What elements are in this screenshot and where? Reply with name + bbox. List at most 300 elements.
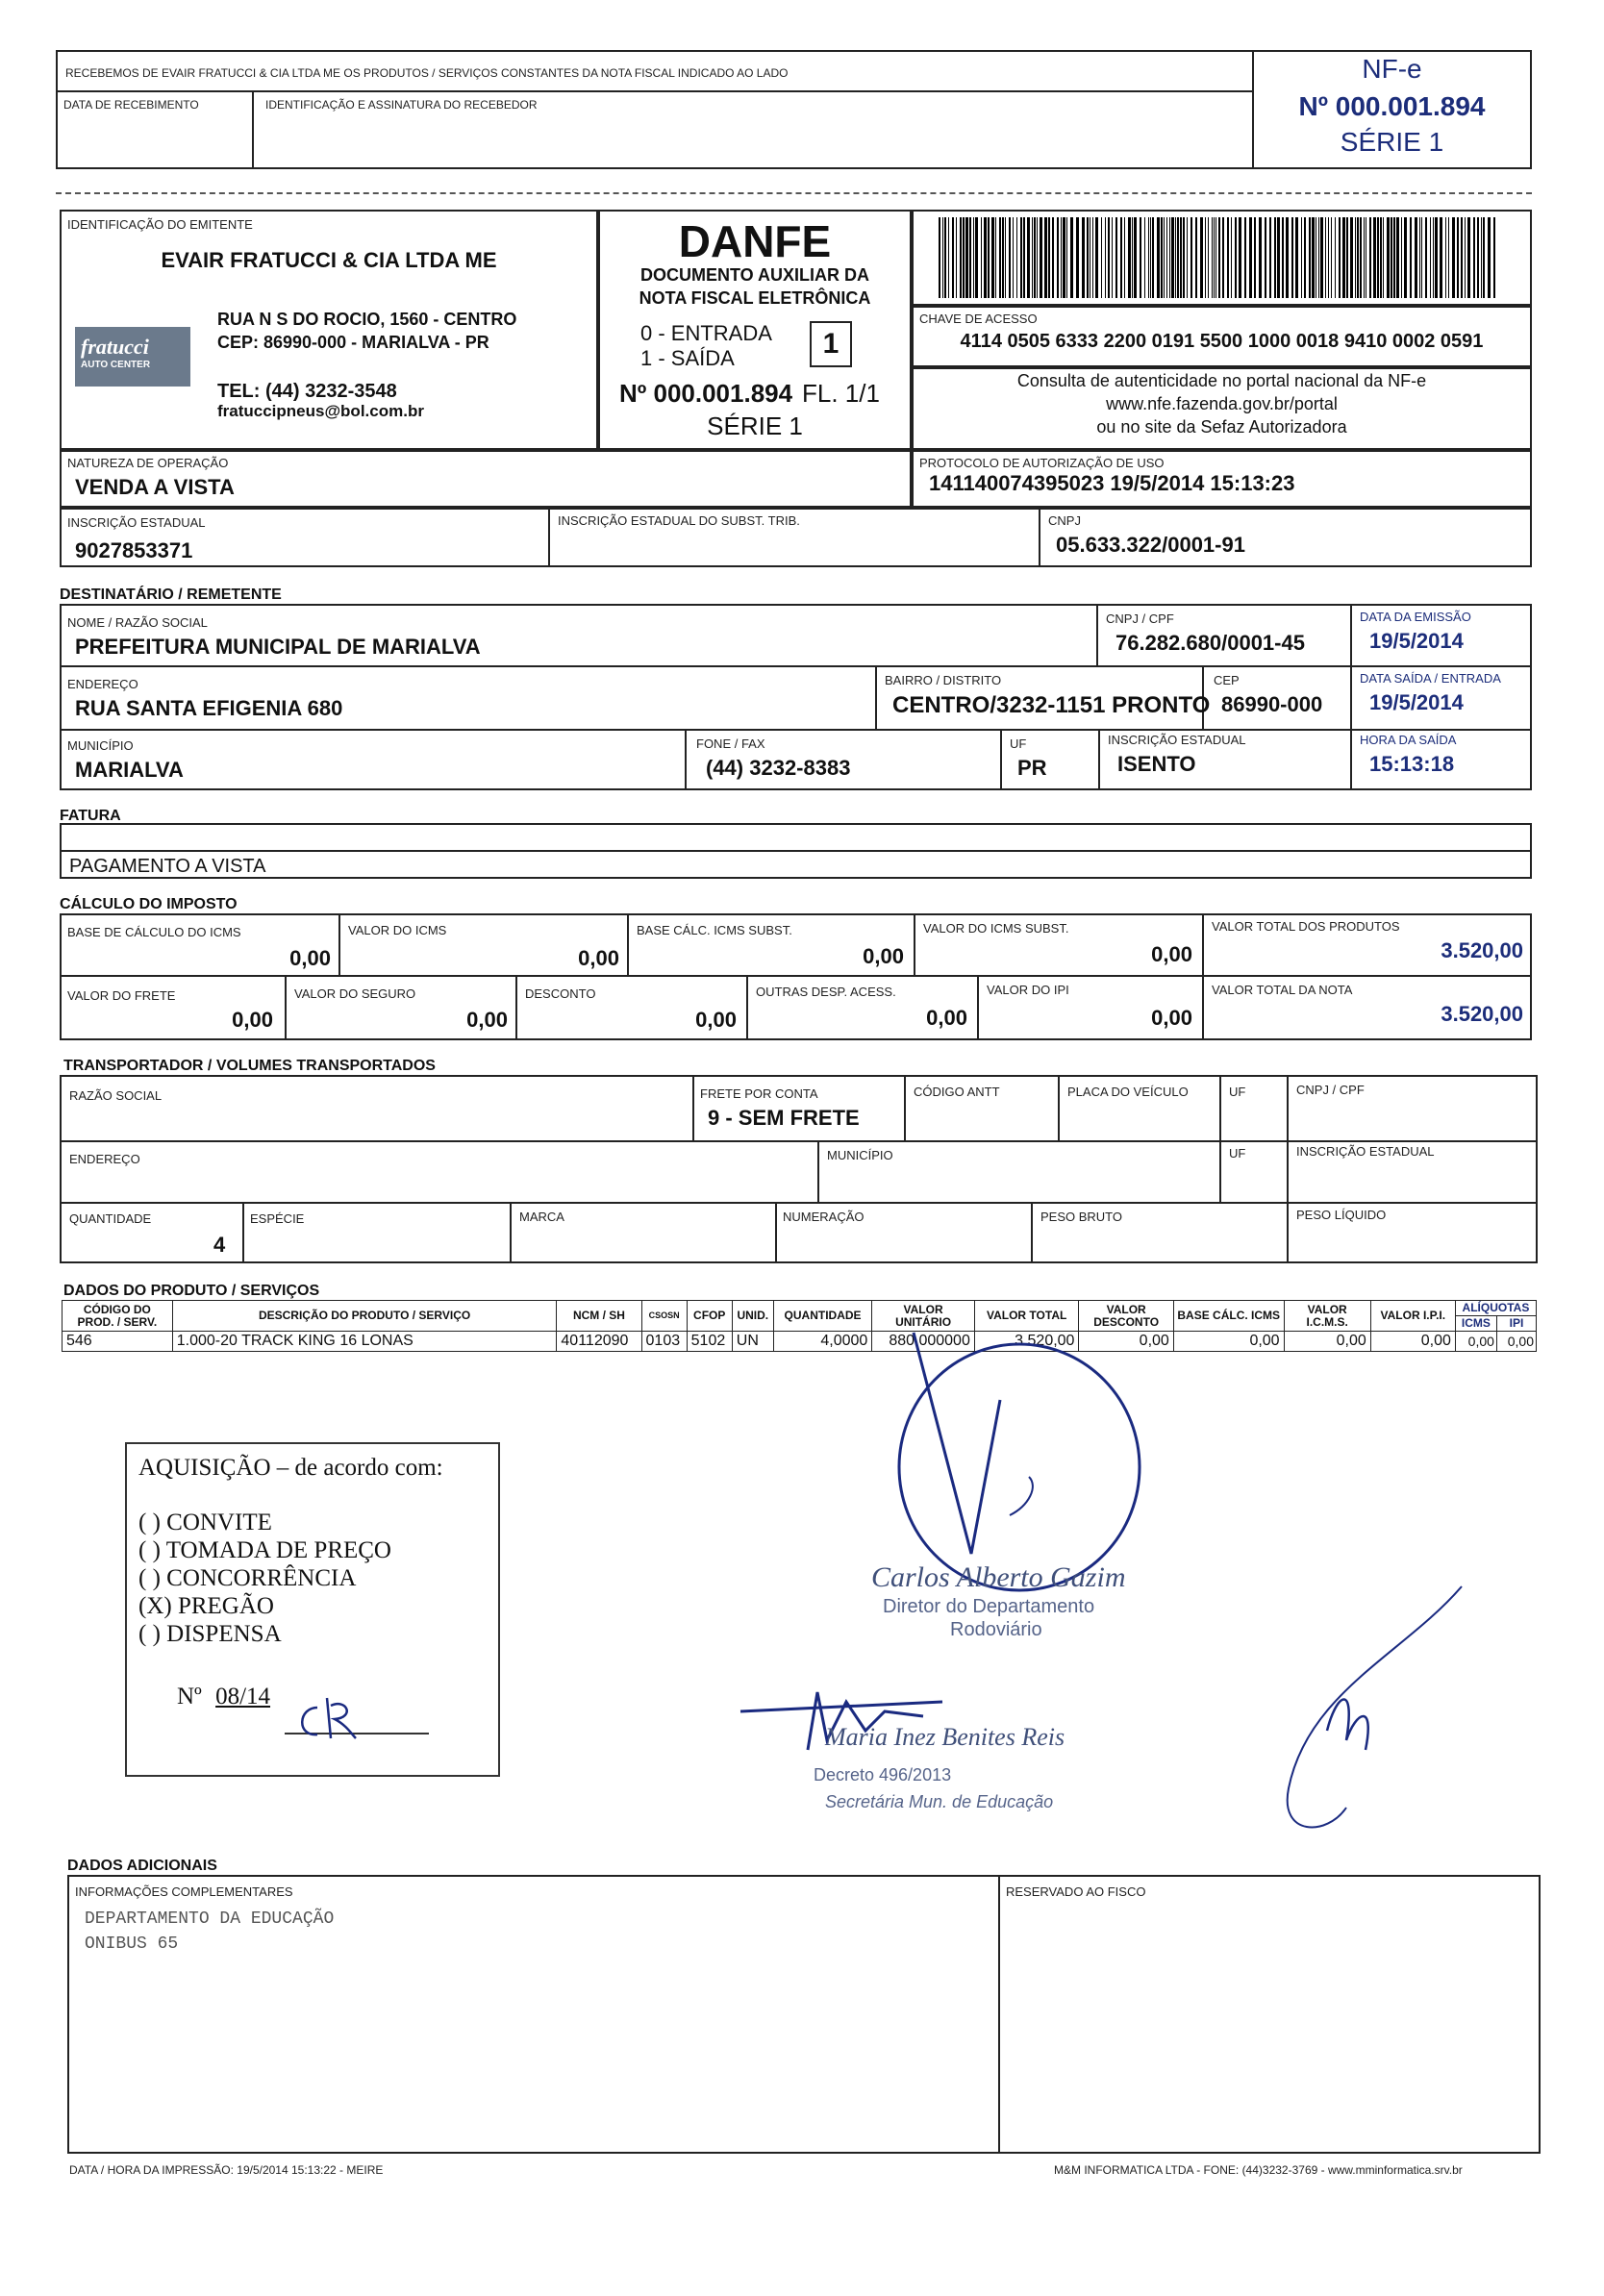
barcode-bar: [1309, 217, 1311, 298]
barcode-bar: [1312, 217, 1315, 298]
barcode-bar: [1265, 217, 1266, 298]
recipient-cnpj: 76.282.680/0001-45: [1115, 631, 1305, 655]
col-description: DESCRIÇÃO DO PRODUTO / SERVIÇO: [172, 1301, 557, 1332]
recipient-district-label: BAIRRO / DISTRITO: [885, 673, 1002, 687]
access-key-barcode: [939, 217, 1504, 298]
barcode-bar: [1148, 217, 1149, 298]
volume-qty-label: QUANTIDADE: [69, 1211, 152, 1226]
carrier-box: [60, 1075, 1538, 1263]
barcode-bar: [1473, 217, 1475, 298]
barcode-bar: [1120, 217, 1122, 298]
barcode-bar: [1187, 217, 1188, 298]
receipt-signature-label: IDENTIFICAÇÃO E ASSINATURA DO RECEBEDOR: [265, 98, 538, 112]
row-cfop: 5102: [687, 1332, 732, 1352]
barcode-bar: [975, 217, 978, 298]
barcode-bar: [1357, 217, 1359, 298]
barcode-bar: [1364, 217, 1365, 298]
stamp-number-label: Nº: [177, 1684, 202, 1710]
antt-label: CÓDIGO ANTT: [914, 1085, 1000, 1099]
recipient-city-label: MUNICÍPIO: [67, 738, 134, 753]
barcode-bar: [1190, 217, 1192, 298]
ie-value: 9027853371: [75, 538, 193, 562]
row-description: 1.000-20 TRACK KING 16 LONAS: [172, 1332, 557, 1352]
barcode-bar: [1009, 217, 1011, 298]
barcode-bar: [1488, 217, 1491, 298]
barcode-bar: [1277, 217, 1280, 298]
nfe-serie: SÉRIE 1: [1340, 127, 1444, 157]
barcode-bar: [965, 217, 968, 298]
tax-section-title: CÁLCULO DO IMPOSTO: [60, 896, 238, 912]
insurance-value: 0,00: [466, 1008, 508, 1032]
row-csosn: 0103: [641, 1332, 687, 1352]
consulta-line3: ou no site da Sefaz Autorizadora: [1096, 417, 1347, 437]
barcode-bar: [1020, 217, 1022, 298]
danfe-number: Nº 000.001.894: [619, 379, 793, 408]
additional-info-line1: DEPARTAMENTO DA EDUCAÇÃO: [85, 1909, 335, 1929]
carrier-address-label: ENDEREÇO: [69, 1152, 140, 1166]
col-discount: VALOR DESCONTO: [1079, 1301, 1173, 1332]
barcode-bar: [1157, 217, 1160, 298]
barcode-bar: [1177, 217, 1179, 298]
stamp-option-dispensa: ( ) DISPENSA: [138, 1621, 282, 1647]
barcode-bar: [1318, 217, 1319, 298]
barcode-bar: [1410, 217, 1412, 298]
col-quantity: QUANTIDADE: [773, 1301, 871, 1332]
barcode-bar: [1115, 217, 1117, 298]
carrier-uf-label: UF: [1229, 1085, 1246, 1099]
freight-label: VALOR DO FRETE: [67, 988, 176, 1003]
barcode-bar: [1048, 217, 1050, 298]
col-csosn: CSOSN: [641, 1301, 687, 1332]
consulta-line2: www.nfe.fazenda.gov.br/portal: [1106, 394, 1338, 413]
recipient-uf: PR: [1017, 756, 1047, 780]
barcode-bar: [956, 217, 957, 298]
barcode-bar: [1430, 217, 1431, 298]
row-ncm: 40112090: [557, 1332, 641, 1352]
col-ncm: NCM / SH: [557, 1301, 641, 1332]
barcode-bar: [963, 217, 965, 298]
barcode-bar: [1180, 217, 1182, 298]
exit-time: 15:13:18: [1369, 752, 1455, 776]
col-unit-price: VALOR UNITÁRIO: [872, 1301, 975, 1332]
carrier-ie-label: INSCRIÇÃO ESTADUAL: [1296, 1144, 1435, 1159]
barcode-bar: [1171, 217, 1174, 298]
barcode-bar: [1150, 217, 1151, 298]
nature-label: NATUREZA DE OPERAÇÃO: [67, 456, 229, 470]
discount-label: DESCONTO: [525, 986, 596, 1001]
barcode-bar: [1425, 217, 1427, 298]
additional-section-title: DADOS ADICIONAIS: [67, 1858, 217, 1874]
barcode-bar: [999, 217, 1001, 298]
barcode-bar: [1445, 217, 1446, 298]
signatory-2-name: Maria Inez Benites Reis: [825, 1723, 1065, 1751]
barcode-bar: [948, 217, 949, 298]
col-rate-ipi: IPI: [1496, 1316, 1536, 1332]
barcode-bar: [1435, 217, 1438, 298]
volume-numbering-label: NUMERAÇÃO: [783, 1210, 865, 1224]
barcode-bar: [995, 217, 996, 298]
barcode-bar: [1112, 217, 1113, 298]
barcode-bar: [1124, 217, 1125, 298]
fisco-label: RESERVADO AO FISCO: [1006, 1884, 1146, 1899]
barcode-bar: [1040, 217, 1042, 298]
other-expenses-label: OUTRAS DESP. ACESS.: [756, 985, 896, 999]
net-weight-label: PESO LÍQUIDO: [1296, 1208, 1387, 1222]
exit-date-label: DATA SAÍDA / ENTRADA: [1360, 671, 1501, 686]
table-row: [63, 1332, 1537, 1352]
danfe-serie: SÉRIE 1: [707, 412, 803, 440]
icms-subst-base-label: BASE CÁLC. ICMS SUBST.: [637, 923, 792, 937]
stamp-option-pregao: (X) PREGÃO: [138, 1593, 274, 1619]
emitter-email: fratuccipneus@bol.com.br: [217, 402, 424, 420]
exit-time-label: HORA DA SAÍDA: [1360, 733, 1457, 747]
row-icms-base: 0,00: [1173, 1332, 1284, 1352]
cnpj-emit-value: 05.633.322/0001-91: [1056, 533, 1245, 557]
plate-label: PLACA DO VEÍCULO: [1067, 1085, 1189, 1099]
nfe-number: Nº 000.001.894: [1298, 91, 1486, 121]
barcode-bar: [1274, 217, 1276, 298]
freight-mode: 9 - SEM FRETE: [708, 1106, 860, 1130]
invoice-total-label: VALOR TOTAL DA NOTA: [1212, 983, 1353, 997]
barcode-bar: [1161, 217, 1163, 298]
barcode-bar: [1200, 217, 1203, 298]
barcode-bar: [1032, 217, 1033, 298]
emitter-name: EVAIR FRATUCCI & CIA LTDA ME: [161, 248, 497, 272]
products-total: 3.520,00: [1441, 938, 1523, 962]
barcode-bar: [1373, 217, 1376, 298]
row-unit-price: 880,000000: [872, 1332, 975, 1352]
barcode-bar: [1082, 217, 1085, 298]
barcode-bar: [1034, 217, 1036, 298]
receipt-date-label: DATA DE RECEBIMENTO: [63, 98, 199, 112]
barcode-bar: [1320, 217, 1323, 298]
barcode-bar: [1377, 217, 1379, 298]
products-section-title: DADOS DO PRODUTO / SERVIÇOS: [63, 1283, 320, 1299]
barcode-bar: [1061, 217, 1062, 298]
barcode-bar: [1440, 217, 1442, 298]
row-icms-value: 0,00: [1284, 1332, 1370, 1352]
barcode-bar: [1183, 217, 1185, 298]
recipient-section-title: DESTINATÁRIO / REMETENTE: [60, 586, 282, 603]
invoice-total: 3.520,00: [1441, 1002, 1523, 1026]
recipient-uf-label: UF: [1010, 736, 1027, 751]
icms-base-value: 0,00: [289, 946, 331, 970]
barcode-bar: [1002, 217, 1004, 298]
danfe-title: DANFE: [678, 216, 832, 266]
access-key-value: 4114 0505 6333 2200 0191 5500 1000 0018 9410 0002 0591: [960, 331, 1484, 352]
barcode-bar: [1448, 217, 1449, 298]
barcode-bar: [1301, 217, 1302, 298]
barcode-bar: [1342, 217, 1345, 298]
software-credit: M&M INFORMATICA LTDA - FONE: (44)3232-3769 - www.mminformatica.srv.br: [1054, 2163, 1463, 2177]
row-discount: 0,00: [1079, 1332, 1173, 1352]
consulta-line1: Consulta de autenticidade no portal nacional da NF-e: [1016, 371, 1427, 390]
protocol-label: PROTOCOLO DE AUTORIZAÇÃO DE USO: [919, 456, 1165, 470]
barcode-bar: [1282, 217, 1284, 298]
protocol-value: 141140074395023 19/5/2014 15:13:23: [929, 471, 1295, 495]
icms-subst-base: 0,00: [863, 944, 904, 968]
ie-subst-label: INSCRIÇÃO ESTADUAL DO SUBST. TRIB.: [558, 513, 800, 528]
invoice-section-title: FATURA: [60, 808, 121, 824]
barcode-bar: [1227, 217, 1229, 298]
logo-sub: AUTO CENTER: [81, 360, 151, 370]
recipient-district: CENTRO/3232-1151 PRONTO: [892, 692, 1211, 718]
barcode-bar: [1212, 217, 1213, 298]
nfe-title: NF-e: [1362, 54, 1422, 84]
barcode-bar: [1208, 217, 1209, 298]
row-quantity: 4,0000: [773, 1332, 871, 1352]
emitter-address1: RUA N S DO ROCIO, 1560 - CENTRO: [217, 310, 517, 329]
insurance-label: VALOR DO SEGURO: [294, 986, 416, 1001]
barcode-bar: [1461, 217, 1463, 298]
nature-value: VENDA A VISTA: [75, 475, 235, 499]
barcode-bar: [1286, 217, 1289, 298]
col-ipi-value: VALOR I.P.I.: [1370, 1301, 1455, 1332]
signatory-2-role-a: Decreto 496/2013: [814, 1765, 952, 1784]
icms-value: 0,00: [578, 946, 619, 970]
barcode-bar: [1087, 217, 1089, 298]
barcode-bar: [1132, 217, 1133, 298]
barcode-bar: [1291, 217, 1293, 298]
row-code: 546: [63, 1332, 173, 1352]
cnpj-emit-label: CNPJ: [1048, 513, 1081, 528]
recipient-ie-label: INSCRIÇÃO ESTADUAL: [1108, 733, 1246, 747]
barcode-bar: [1023, 217, 1025, 298]
barcode-bar: [1016, 217, 1017, 298]
recipient-cnpj-label: CNPJ / CPF: [1106, 611, 1174, 626]
ie-label: INSCRIÇÃO ESTADUAL: [67, 515, 206, 530]
barcode-bar: [984, 217, 987, 298]
received-text: RECEBEMOS DE EVAIR FRATUCCI & CIA LTDA ME OS PRODUTOS / SERVIÇOS CONSTANTES DA NOTA FISCAL INDICADO AO LADO: [65, 66, 789, 80]
row-total: 3.520,00: [974, 1332, 1079, 1352]
barcode-bar: [1037, 217, 1038, 298]
barcode-bar: [1063, 217, 1065, 298]
barcode-bar: [1175, 217, 1176, 298]
recipient-phone-label: FONE / FAX: [696, 736, 765, 751]
barcode-bar: [1239, 217, 1241, 298]
barcode-bar: [1231, 217, 1232, 298]
print-timestamp: DATA / HORA DA IMPRESSÃO: 19/5/2014 15:13:22 - MEIRE: [69, 2163, 384, 2177]
barcode-bar: [1101, 217, 1102, 298]
barcode-bar: [1140, 217, 1141, 298]
volume-qty: 4: [213, 1233, 226, 1257]
barcode-bar: [1335, 217, 1336, 298]
emitter-phone: TEL: (44) 3232-3548: [217, 381, 397, 402]
barcode-bar: [939, 217, 940, 298]
row-rate-icms: 0,00: [1455, 1332, 1496, 1352]
barcode-bar: [1152, 217, 1154, 298]
barcode-bar: [1076, 217, 1079, 298]
barcode-bar: [952, 217, 954, 298]
carrier-section-title: TRANSPORTADOR / VOLUMES TRANSPORTADOS: [63, 1058, 436, 1074]
barcode-bar: [1419, 217, 1420, 298]
icms-base-label: BASE DE CÁLCULO DO ICMS: [67, 925, 241, 939]
freight-value: 0,00: [232, 1008, 273, 1032]
row-unit: UN: [732, 1332, 773, 1352]
barcode-bar: [1128, 217, 1131, 298]
freight-mode-label: FRETE POR CONTA: [700, 1086, 818, 1101]
barcode-bar: [1325, 217, 1326, 298]
barcode-bar: [1244, 217, 1246, 298]
recipient-address-label: ENDEREÇO: [67, 677, 138, 691]
barcode-bar: [1144, 217, 1145, 298]
other-expenses-value: 0,00: [926, 1006, 967, 1030]
barcode-bar: [1249, 217, 1252, 298]
stamp-initials: [288, 1688, 385, 1746]
stamp-option-convite: ( ) CONVITE: [138, 1510, 272, 1535]
barcode-bar: [1380, 217, 1382, 298]
barcode-bar: [1415, 217, 1417, 298]
danfe-tipo: 1: [810, 321, 852, 367]
col-rates: ALÍQUOTAS: [1455, 1301, 1536, 1316]
fisco-box: [998, 1875, 1541, 2154]
barcode-bar: [1387, 217, 1390, 298]
icms-subst-value-label: VALOR DO ICMS SUBST.: [923, 921, 1069, 936]
barcode-bar: [1092, 217, 1093, 298]
recipient-cep-label: CEP: [1214, 673, 1240, 687]
barcode-bar: [1166, 217, 1167, 298]
barcode-bar: [1108, 217, 1110, 298]
products-total-label: VALOR TOTAL DOS PRODUTOS: [1212, 919, 1400, 934]
signatory-1-name: Carlos Alberto Gazim: [871, 1561, 1126, 1593]
barcode-bar: [1383, 217, 1384, 298]
access-key-label: CHAVE DE ACESSO: [919, 312, 1038, 326]
carrier-cnpj-label: CNPJ / CPF: [1296, 1083, 1365, 1097]
barcode-bar: [1328, 217, 1329, 298]
barcode-bar: [1164, 217, 1165, 298]
barcode-bar: [1052, 217, 1054, 298]
barcode-bar: [1254, 217, 1256, 298]
barcode-bar: [1269, 217, 1271, 298]
stamp-number: 08/14: [215, 1684, 271, 1710]
danfe-saida: 1 - SAÍDA: [640, 346, 735, 370]
barcode-bar: [1105, 217, 1106, 298]
barcode-bar: [1467, 217, 1470, 298]
volume-species-label: ESPÉCIE: [250, 1211, 305, 1226]
barcode-bar: [1214, 217, 1215, 298]
barcode-bar: [1393, 217, 1395, 298]
barcode-bar: [1066, 217, 1067, 298]
barcode-bar: [1481, 217, 1482, 298]
barcode-bar: [1331, 217, 1332, 298]
col-icms-value: VALOR I.C.M.S.: [1284, 1301, 1370, 1332]
stamp-option-tomada: ( ) TOMADA DE PREÇO: [138, 1537, 391, 1563]
products-table: [62, 1300, 1537, 1352]
emitter-logo: [75, 327, 190, 387]
ipi-value: 0,00: [1151, 1006, 1192, 1030]
barcode-bar: [973, 217, 974, 298]
danfe-entrada: 0 - ENTRADA: [640, 321, 772, 345]
col-total: VALOR TOTAL: [974, 1301, 1079, 1332]
barcode-bar: [1304, 217, 1306, 298]
barcode-bar: [1355, 217, 1356, 298]
recipient-name-label: NOME / RAZÃO SOCIAL: [67, 615, 208, 630]
barcode-bar: [1169, 217, 1170, 298]
recipient-address: RUA SANTA EFIGENIA 680: [75, 696, 343, 720]
icms-subst-value: 0,00: [1151, 942, 1192, 966]
barcode-bar: [1195, 217, 1197, 298]
carrier-name-label: RAZÃO SOCIAL: [69, 1088, 163, 1103]
emission-date: 19/5/2014: [1369, 629, 1464, 653]
barcode-bar: [969, 217, 971, 298]
barcode-bar: [1259, 217, 1262, 298]
cut-line: [56, 192, 1532, 194]
exit-date: 19/5/2014: [1369, 690, 1464, 714]
barcode-bar: [1421, 217, 1422, 298]
barcode-bar: [1401, 217, 1402, 298]
barcode-bar: [1235, 217, 1237, 298]
danfe-subtitle2: NOTA FISCAL ELETRÔNICA: [639, 288, 871, 308]
recipient-phone: (44) 3232-8383: [706, 756, 851, 780]
emitter-address2: CEP: 86990-000 - MARIALVA - PR: [217, 333, 489, 352]
barcode-bar: [988, 217, 990, 298]
row-ipi-value: 0,00: [1370, 1332, 1455, 1352]
barcode-bar: [1493, 217, 1495, 298]
recipient-ie: ISENTO: [1117, 752, 1196, 776]
recipient-cep: 86990-000: [1221, 692, 1323, 716]
additional-info-line2: ONIBUS 65: [85, 1934, 179, 1954]
danfe-subtitle1: DOCUMENTO AUXILIAR DA: [640, 265, 869, 285]
col-icms-base: BASE CÁLC. ICMS: [1173, 1301, 1284, 1332]
signatory-2-role-b: Secretária Mun. de Educação: [825, 1792, 1054, 1811]
barcode-bar: [1457, 217, 1459, 298]
barcode-bar: [1134, 217, 1137, 298]
barcode-bar: [1339, 217, 1341, 298]
col-code: CÓDIGO DO PROD. / SERV.: [63, 1301, 173, 1332]
col-cfop: CFOP: [687, 1301, 732, 1332]
danfe-folha: FL. 1/1: [802, 379, 880, 408]
barcode-bar: [1295, 217, 1298, 298]
stamp-title: AQUISIÇÃO – de acordo com:: [138, 1455, 443, 1481]
ipi-label: VALOR DO IPI: [987, 983, 1069, 997]
barcode-bar: [991, 217, 994, 298]
barcode-bar: [1350, 217, 1353, 298]
recipient-city: MARIALVA: [75, 758, 184, 782]
row-rate-ipi: 0,00: [1496, 1332, 1536, 1352]
barcode-bar: [1477, 217, 1479, 298]
barcode-bar: [1222, 217, 1224, 298]
logo-text: fratucci: [81, 335, 149, 359]
barcode-bar: [1452, 217, 1455, 298]
barcode-bar: [1346, 217, 1348, 298]
barcode-bar: [1404, 217, 1407, 298]
icms-value-label: VALOR DO ICMS: [348, 923, 447, 937]
barcode-bar: [944, 217, 946, 298]
barcode-bar: [1433, 217, 1434, 298]
recipient-name: PREFEITURA MUNICIPAL DE MARIALVA: [75, 635, 481, 659]
barcode-bar: [960, 217, 962, 298]
barcode-bar: [981, 217, 982, 298]
stamp-option-concorrencia: ( ) CONCORRÊNCIA: [138, 1565, 357, 1591]
barcode-bar: [1465, 217, 1466, 298]
gross-weight-label: PESO BRUTO: [1040, 1210, 1123, 1224]
barcode-bar: [1027, 217, 1030, 298]
signature-3-scribble: [1269, 1577, 1471, 1846]
barcode-bar: [1218, 217, 1220, 298]
signatory-1-role-b: Rodoviário: [950, 1619, 1042, 1640]
invoice-text: PAGAMENTO A VISTA: [69, 856, 266, 877]
barcode-bar: [1095, 217, 1098, 298]
signatory-1-role-a: Diretor do Departamento: [883, 1596, 1095, 1617]
barcode-bar: [1013, 217, 1014, 298]
additional-info-label: INFORMAÇÕES COMPLEMENTARES: [75, 1884, 293, 1899]
emission-date-label: DATA DA EMISSÃO: [1360, 610, 1471, 624]
barcode-bar: [1057, 217, 1059, 298]
barcode-bar: [1483, 217, 1485, 298]
carrier-uf2-label: UF: [1229, 1146, 1246, 1160]
barcode-bar: [1205, 217, 1206, 298]
emitter-label: IDENTIFICAÇÃO DO EMITENTE: [67, 217, 253, 232]
